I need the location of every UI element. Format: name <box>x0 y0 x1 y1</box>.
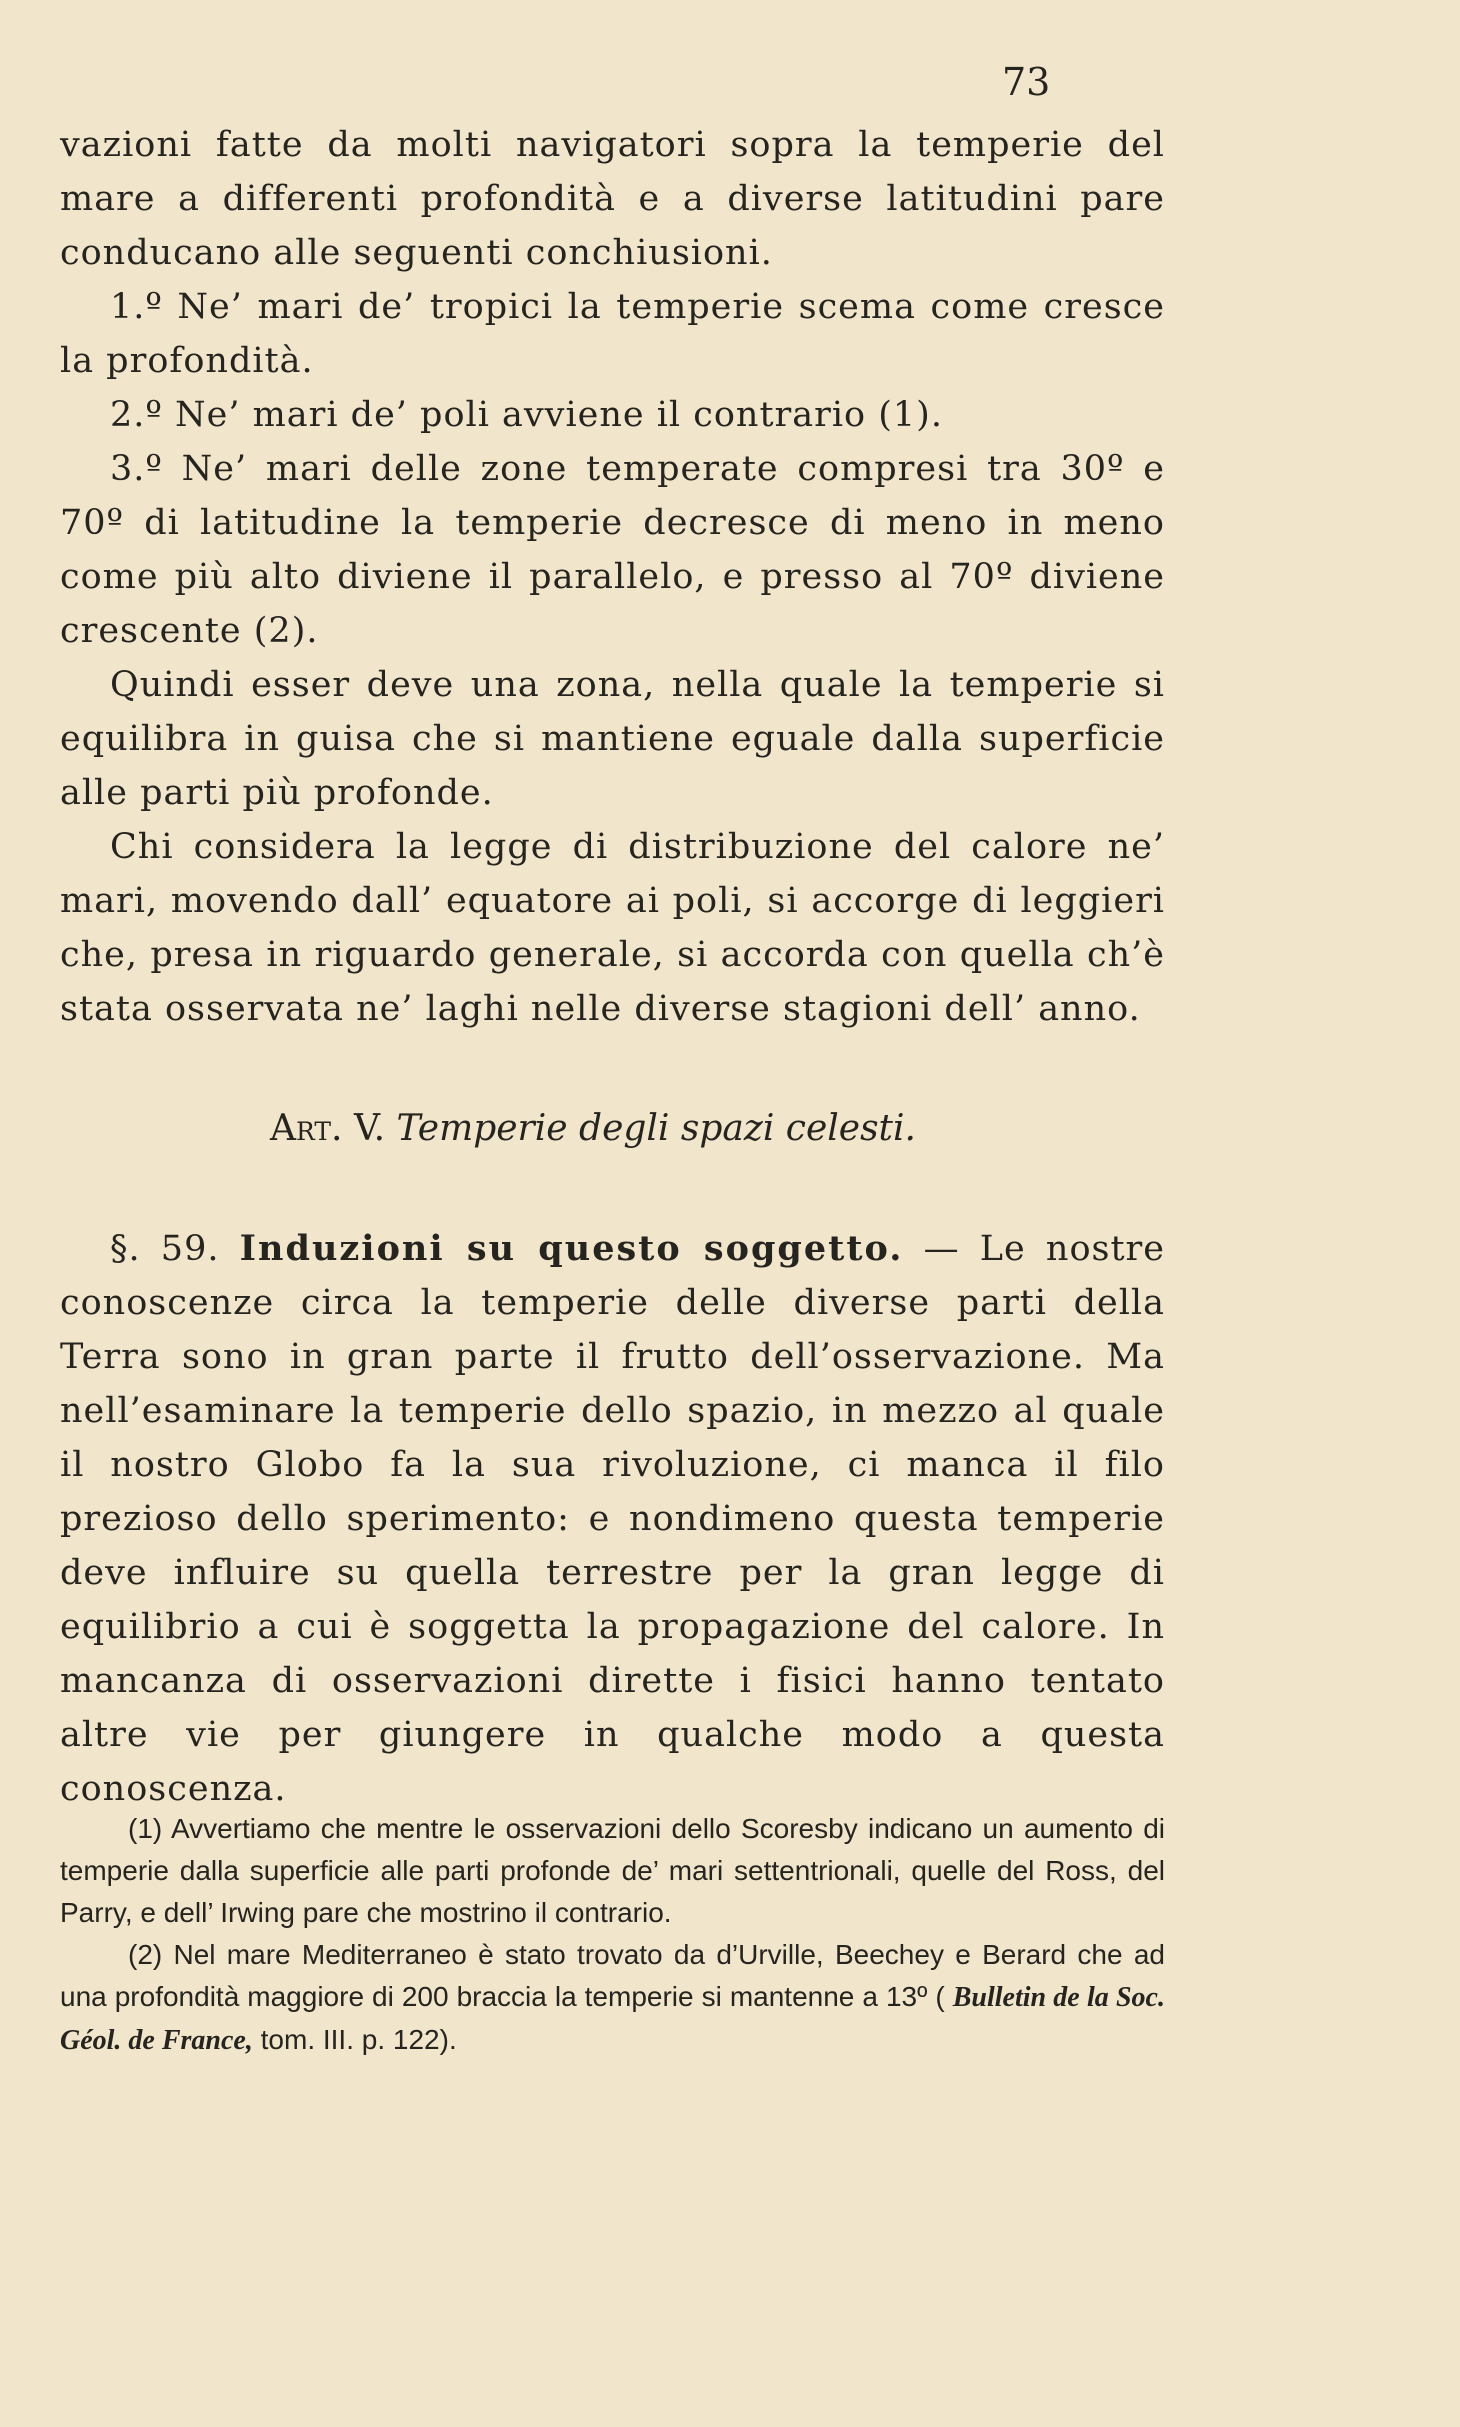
paragraph-conclusion-1: 1.º Ne’ mari de’ tropici la temperie scema come cresce la profondità. <box>60 287 1165 381</box>
section-text: — Le nostre conoscenze circa la temperie delle diverse parti della Terra sono in gran parte il frutto dell’osservazione. Ma nell’esaminare la temperie dello spazio, in mezzo al quale il nostro Globo fa la sua rivoluzione, ci manca il filo prezioso dello sperimento: e nondimeno questa temperie deve influire su quella terrestre per la gran legge di equilibrio a cui è soggetta la propagazione del calore. In mancanza di osservazioni dirette i fisici hanno tentato altre vie per giungere in qualche modo a questa conoscenza. <box>60 1229 1165 1809</box>
footnote-2-publication: Bulletin de la Soc. Géol. de France, <box>60 1982 1165 2056</box>
footnote-2-text: (2) Nel mare Mediterraneo è stato trovato da d’Urville, Beechey e Berard che ad una profondità maggiore di 200 braccia la temperie si mantenne a 13º ( <box>60 1939 1165 2012</box>
footnotes <box>60 1808 1165 2062</box>
main-text <box>60 118 1165 1036</box>
footnote-1: (1) Avvertiamo che mentre le osservazioni dello Scoresby indicano un aumento di temperie dalla superficie alle parti profonde de’ mari settentrionali, quelle del Ross, del Parry, e dell’ Irwing pare che mostrino il contrario. <box>60 1813 1165 1928</box>
footnote-2 <box>60 1934 1165 2062</box>
paragraph-equilibrium-zone: Quindi esser deve una zona, nella quale la temperie si equilibra in guisa che si mantiene eguale dalla superficie alle parti più profonde. <box>60 665 1165 813</box>
article-heading <box>270 1108 916 1149</box>
article-title: Temperie degli spazi celesti. <box>396 1108 916 1149</box>
section-heading: Induzioni su questo soggetto. <box>239 1228 904 1269</box>
section-number: §. 59. <box>110 1229 220 1269</box>
footnote-2-reference: tom. III. p. 122). <box>260 2024 457 2055</box>
paragraph-conclusion-3: 3.º Ne’ mari delle zone temperate compresi tra 30º e 70º di latitudine la temperie decresce di meno in meno come più alto diviene il parallelo, e presso al 70º diviene crescente (2). <box>60 449 1165 651</box>
section-59 <box>60 1222 1165 1816</box>
page-number: 73 <box>1002 60 1051 104</box>
paragraph-heat-distribution: Chi considera la legge di distribuzione del calore ne’ mari, movendo dall’ equatore ai poli, si accorge di leggieri che, presa in riguardo generale, si accorda con quella ch’è stata osservata ne’ laghi nelle diverse stagioni dell’ anno. <box>60 827 1165 1029</box>
paragraph-conclusion-2: 2.º Ne’ mari de’ poli avviene il contrario (1). <box>110 395 943 435</box>
article-label: Art. V. <box>270 1108 386 1149</box>
paragraph-intro: vazioni fatte da molti navigatori sopra la temperie del mare a differenti profondità e a diverse latitudini pare conducano alle seguenti conchiusioni. <box>60 125 1165 273</box>
